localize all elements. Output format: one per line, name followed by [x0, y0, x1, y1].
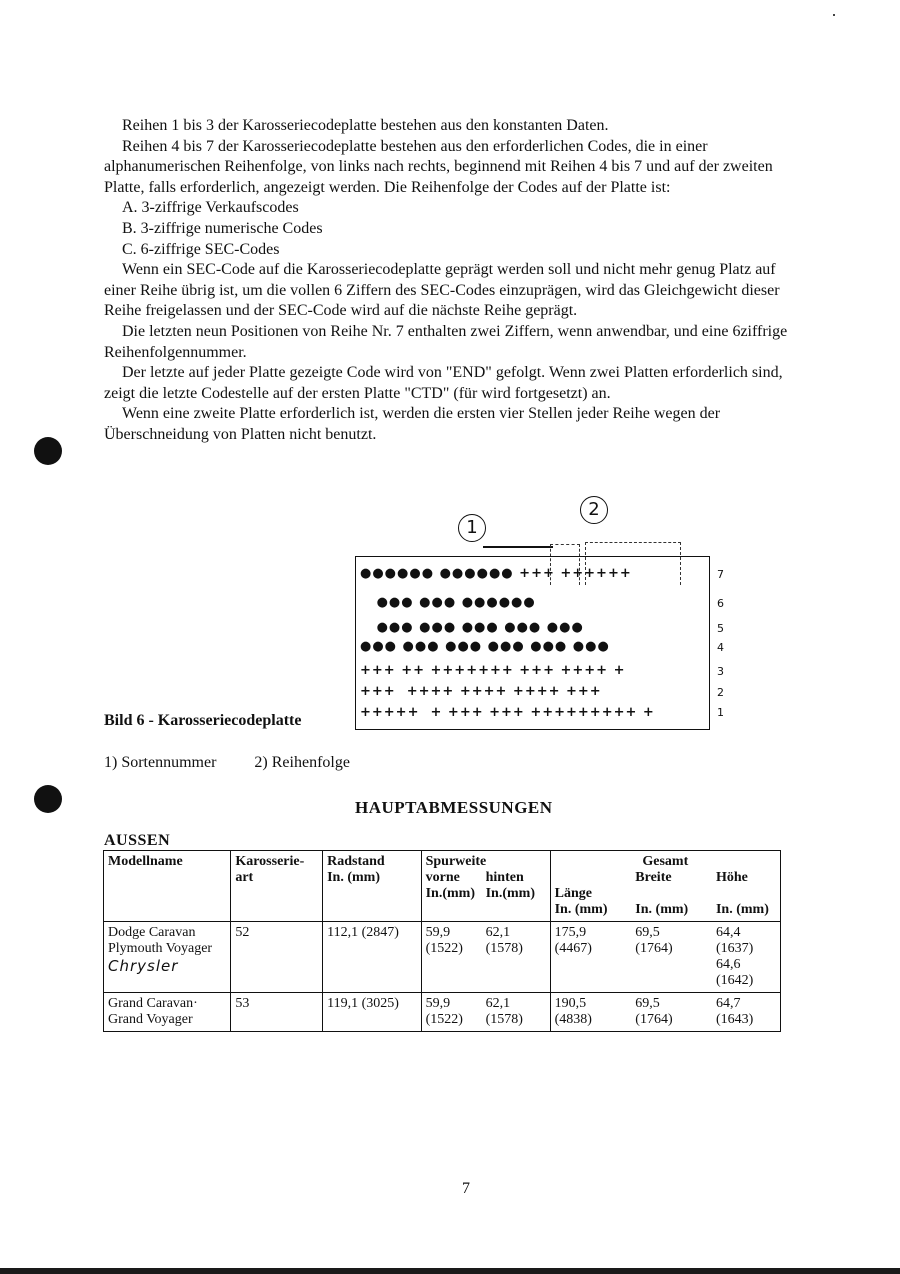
paragraph: Wenn eine zweite Platte erforderlich ist, werden die ersten vier Stellen jeder Reihe wegen der Überschneidung von Platten nicht benutzt. — [104, 405, 721, 443]
paragraph: Reihen 4 bis 7 der Karosseriecodeplatte bestehen aus den erforderlichen Codes, die in einer alphanumerischen Reihenfolge, von links nach rechts, beginnend mit Reihen 4 bis 7 und auf der zweiten Platte, falls erforderlich, angezeigt werden. Die Reihenfolge der Codes auf der Platte ist: — [104, 137, 773, 196]
body-cell: 52 — [231, 922, 323, 993]
plate-row-1: +++++ + +++ +++ +++++++++ + — [360, 705, 655, 720]
scan-edge — [0, 1268, 900, 1274]
paragraph: Die letzten neun Positionen von Reihe Nr. 7 enthalten zwei Ziffern, wenn anwendbar, und eine 6ziffrige Reihenfolgennummer. — [104, 322, 788, 361]
legend-item: 2) Reihenfolge — [254, 754, 350, 771]
wheelbase-cell: 119,1 (3025) — [323, 993, 422, 1032]
punch-hole — [34, 437, 62, 465]
dimensions-table — [103, 850, 781, 1032]
track-cell: 59,9 62,1 (1522) (1578) — [421, 993, 550, 1032]
callout-2: 2 — [580, 496, 608, 524]
row-number: 6 — [717, 597, 724, 610]
list-item: C. 6-ziffrige SEC-Codes — [122, 240, 280, 258]
header-cell: Modellname — [104, 851, 231, 922]
code-plate — [355, 556, 710, 730]
plate-row-3: +++ ++ +++++++ +++ ++++ + — [360, 663, 626, 678]
plate-row-7: ●●●●●● ●●●●●● +++ ++++++ — [360, 566, 632, 581]
wheelbase-cell: 112,1 (2847) — [323, 922, 422, 993]
header-cell: Radstand In. (mm) — [323, 851, 422, 922]
plate-row-2: +++ ++++ ++++ ++++ +++ — [360, 684, 602, 699]
body-cell: 53 — [231, 993, 323, 1032]
section-title: HAUPTABMESSUNGEN — [355, 798, 553, 817]
plate-row-5: ●●● ●●● ●●● ●●● ●●● — [360, 620, 584, 635]
handwritten-note: Chrysler — [108, 957, 179, 975]
row-number: 5 — [717, 622, 724, 635]
table-row — [104, 922, 781, 993]
paragraph: Wenn ein SEC-Code auf die Karosseriecodeplatte geprägt werden soll und nicht mehr genug Platz auf einer Reihe übrig ist, um die vollen 6 Ziffern des SEC-Codes einzuprägen, wird das Gleichgewicht dieser Reihe freigelassen und der SEC-Code wird auf die nächste Reihe geprägt. — [104, 261, 780, 320]
table-header-row — [104, 851, 781, 922]
figure-caption: Bild 6 - Karosseriecodeplatte — [104, 712, 302, 729]
overall-cell: 175,9 69,5 64,4 (4467) (1764) (1637) 64,6 (1642) — [550, 922, 780, 993]
row-number: 7 — [717, 568, 724, 581]
paragraph: Der letzte auf jeder Platte gezeigte Code wird von "END" gefolgt. Wenn zwei Platten erforderlich sind, zeigt die letzte Codestelle auf der ersten Platte "CTD" (für wird fortgesetzt) an. — [104, 364, 783, 402]
header-cell: Karosserie-art — [231, 851, 323, 922]
legend-item: 1) Sortennummer — [104, 754, 217, 771]
page-number: 7 — [462, 1180, 470, 1197]
overall-cell: 190,5 69,5 64,7 (4838) (1764) (1643) — [550, 993, 780, 1032]
plate-row-4: ●●● ●●● ●●● ●●● ●●● ●●● — [360, 639, 610, 654]
header-cell: Spurweite vorne hinten In.(mm) In.(mm) — [421, 851, 550, 922]
callout-1: 1 — [458, 514, 486, 542]
body-code-plate-figure — [355, 496, 745, 736]
table-row — [104, 993, 781, 1032]
list-item: A. 3-ziffrige Verkaufscodes — [122, 199, 299, 217]
row-number: 2 — [717, 686, 724, 699]
paragraph: Reihen 1 bis 3 der Karosseriecodeplatte bestehen aus den konstanten Daten. — [122, 117, 609, 134]
list-item: B. 3-ziffrige numerische Codes — [122, 219, 323, 237]
track-cell: 59,9 62,1 (1522) (1578) — [421, 922, 550, 993]
callout-leader — [483, 546, 553, 548]
row-number: 1 — [717, 706, 724, 719]
punch-hole — [34, 785, 62, 813]
row-number: 3 — [717, 665, 724, 678]
figure-legend — [104, 754, 384, 772]
row-number: 4 — [717, 641, 724, 654]
model-cell: Dodge Caravan Plymouth Voyager Chrysler — [104, 922, 231, 993]
sub-title: AUSSEN — [104, 832, 171, 849]
scan-speck — [833, 14, 835, 16]
plate-row-6: ●●● ●●● ●●●●●● — [360, 595, 536, 610]
model-cell: Grand Caravan· Grand Voyager — [104, 993, 231, 1032]
body-text — [104, 116, 804, 446]
header-cell: Gesamt Breite Höhe Länge In. (mm) In. (mm) In. (mm) — [550, 851, 780, 922]
